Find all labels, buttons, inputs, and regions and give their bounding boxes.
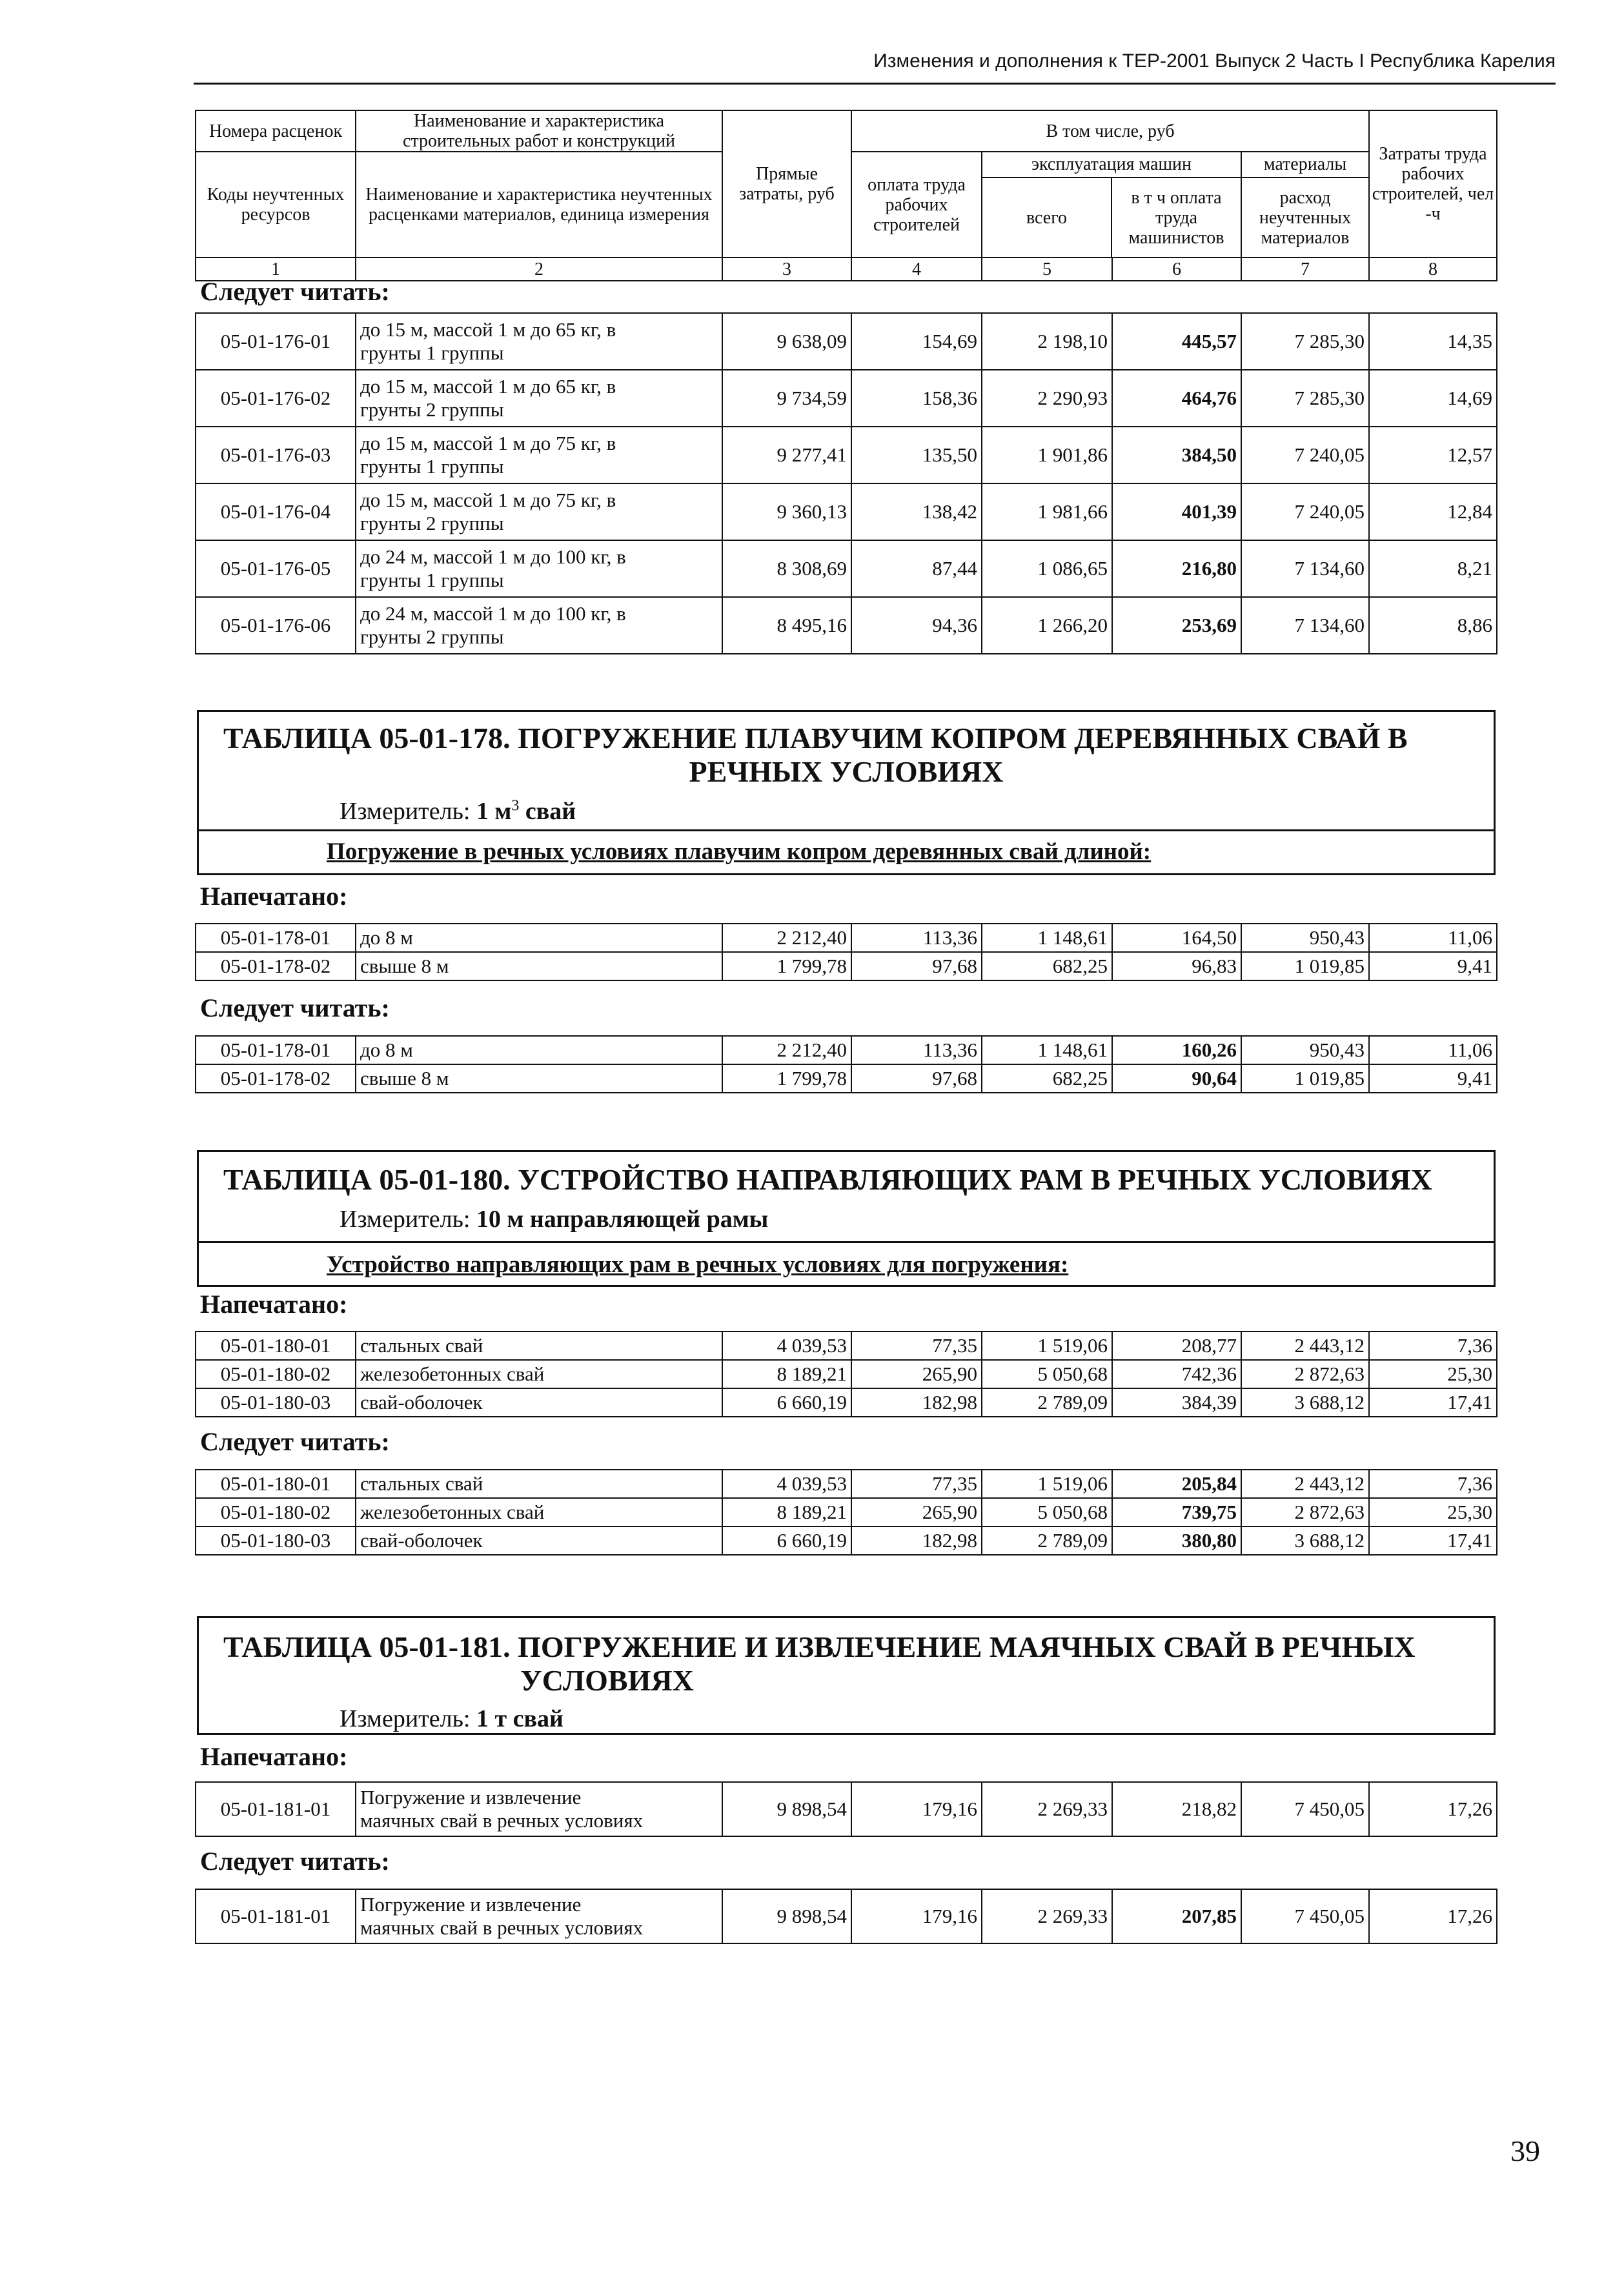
labor-wages: 182,98	[851, 1526, 982, 1555]
t178-measure	[340, 797, 576, 826]
labor-wages: 158,36	[851, 370, 982, 427]
machines-total: 2 789,09	[982, 1388, 1112, 1417]
materials-header-cell	[1241, 152, 1369, 258]
direct-cost: 9 360,13	[722, 483, 851, 540]
measure-tail: свай	[519, 798, 576, 825]
read-as-label: Следует читать:	[200, 1847, 390, 1876]
table-row	[196, 1498, 1497, 1526]
machinist-wages: 384,50	[1112, 427, 1241, 483]
labor-wages: 135,50	[851, 427, 982, 483]
rate-description: стальных свай	[356, 1332, 722, 1360]
machines-total: 2 789,09	[982, 1526, 1112, 1555]
labor-hours: 8,21	[1369, 540, 1497, 597]
machinist-wages: 160,26	[1112, 1036, 1241, 1064]
desc-line: грунты 1 группы	[360, 455, 504, 478]
machines-total: 1 148,61	[982, 924, 1112, 952]
rate-description: железобетонных свай	[356, 1498, 722, 1526]
direct-cost: 8 308,69	[722, 540, 851, 597]
col-num: 5	[982, 258, 1112, 281]
labor-wages: 113,36	[851, 1036, 982, 1064]
table-row	[196, 924, 1497, 952]
materials-header: материалы	[1242, 152, 1368, 178]
machines-total: 1 519,06	[982, 1332, 1112, 1360]
direct-cost: 2 212,40	[722, 924, 851, 952]
labor-hours: 8,86	[1369, 597, 1497, 654]
t181-measure	[340, 1705, 563, 1733]
machinist-wages: 164,50	[1112, 924, 1241, 952]
machinist-wages: 445,57	[1112, 313, 1241, 370]
measure-label: Измеритель:	[340, 798, 471, 825]
labor-hours: 14,35	[1369, 313, 1497, 370]
machines-total: 2 198,10	[982, 313, 1112, 370]
labor-wages: 94,36	[851, 597, 982, 654]
labor-hours: 14,69	[1369, 370, 1497, 427]
desc-line: грунты 2 группы	[360, 398, 504, 421]
table-row	[196, 1360, 1497, 1388]
labor-hours: 12,84	[1369, 483, 1497, 540]
materials-cost: 950,43	[1241, 1036, 1369, 1064]
col2-header-b: Наименование и характеристика неучтенных расценками материалов, единица измерения	[356, 152, 722, 258]
table-row	[196, 1036, 1497, 1064]
t180-title-box	[197, 1150, 1496, 1243]
machinist-wages: 253,69	[1112, 597, 1241, 654]
direct-cost: 8 495,16	[722, 597, 851, 654]
rate-description	[356, 540, 722, 597]
labor-hours: 17,26	[1369, 1889, 1497, 1943]
col3-header: Прямые затраты, руб	[722, 110, 851, 258]
machines-total: 1 519,06	[982, 1470, 1112, 1498]
rate-code: 05-01-180-01	[196, 1332, 356, 1360]
col1-header-a: Номера расценок	[196, 110, 356, 152]
desc-line: до 15 м, массой 1 м до 75 кг, в	[360, 489, 616, 511]
direct-cost: 1 799,78	[722, 952, 851, 980]
t178-title-line2: РЕЧНЫХ УСЛОВИЯХ	[689, 755, 1004, 788]
desc-line: до 15 м, массой 1 м до 75 кг, в	[360, 432, 616, 454]
t178-title-line1: ТАБЛИЦА 05-01-178. ПОГРУЖЕНИЕ ПЛАВУЧИМ КОПРОМ ДЕРЕВЯННЫХ СВАЙ В	[223, 722, 1408, 755]
rate-description: до 8 м	[356, 924, 722, 952]
materials-cost: 950,43	[1241, 924, 1369, 952]
labor-wages: 182,98	[851, 1388, 982, 1417]
t178-printed-table	[195, 923, 1497, 981]
labor-hours: 17,41	[1369, 1388, 1497, 1417]
direct-cost: 4 039,53	[722, 1470, 851, 1498]
rate-description: железобетонных свай	[356, 1360, 722, 1388]
materials-cost: 7 240,05	[1241, 483, 1369, 540]
direct-cost: 9 734,59	[722, 370, 851, 427]
machines-total: 1 981,66	[982, 483, 1112, 540]
table-row	[196, 597, 1497, 654]
rate-code: 05-01-176-02	[196, 370, 356, 427]
materials-cost: 7 450,05	[1241, 1889, 1369, 1943]
col-num: 3	[722, 258, 851, 281]
machines-total: 2 290,93	[982, 370, 1112, 427]
rate-code: 05-01-180-02	[196, 1498, 356, 1526]
rate-code: 05-01-181-01	[196, 1889, 356, 1943]
t178-title-box	[197, 710, 1496, 831]
rate-code: 05-01-178-02	[196, 952, 356, 980]
rate-description	[356, 597, 722, 654]
rate-code: 05-01-176-06	[196, 597, 356, 654]
desc-line: маячных свай в речных условиях	[360, 1809, 644, 1832]
rate-code: 05-01-176-04	[196, 483, 356, 540]
rate-code: 05-01-178-01	[196, 924, 356, 952]
direct-cost: 8 189,21	[722, 1360, 851, 1388]
labor-wages: 154,69	[851, 313, 982, 370]
labor-hours: 25,30	[1369, 1360, 1497, 1388]
printed-label: Напечатано:	[200, 882, 348, 911]
desc-line: грунты 1 группы	[360, 569, 504, 591]
labor-wages: 97,68	[851, 1064, 982, 1093]
column-number-row	[196, 258, 1497, 281]
measure-sup: 3	[511, 797, 520, 815]
col8-header: Затраты труда рабочих строителей, чел -ч	[1369, 110, 1497, 258]
rate-code: 05-01-180-03	[196, 1526, 356, 1555]
labor-wages: 179,16	[851, 1782, 982, 1836]
measure-value: 10 м направляющей рамы	[476, 1206, 769, 1233]
rate-description	[356, 427, 722, 483]
t180-measure	[340, 1205, 768, 1233]
rate-description	[356, 1889, 722, 1943]
rate-description	[356, 313, 722, 370]
machines-total: 1 086,65	[982, 540, 1112, 597]
t178-subtitle-box	[197, 830, 1496, 875]
machines-total: 682,25	[982, 1064, 1112, 1093]
machines-header-cell	[982, 152, 1241, 258]
direct-cost: 9 898,54	[722, 1782, 851, 1836]
labor-hours: 9,41	[1369, 952, 1497, 980]
measure-label: Измеритель:	[340, 1705, 471, 1732]
machines-header: эксплуатация машин	[982, 152, 1241, 178]
desc-line: до 15 м, массой 1 м до 65 кг, в	[360, 318, 616, 341]
labor-wages: 179,16	[851, 1889, 982, 1943]
machinist-wages: 207,85	[1112, 1889, 1241, 1943]
rate-code: 05-01-181-01	[196, 1782, 356, 1836]
printed-label: Напечатано:	[200, 1742, 348, 1771]
col-num: 4	[851, 258, 982, 281]
read-as-label: Следует читать:	[200, 993, 390, 1022]
running-header: Изменения и дополнения к ТЕР-2001 Выпуск 2 Часть I Республика Карелия	[873, 50, 1556, 72]
machines-total: 2 269,33	[982, 1889, 1112, 1943]
page-number: 39	[1510, 2134, 1540, 2167]
labor-wages: 87,44	[851, 540, 982, 597]
rate-description	[356, 483, 722, 540]
labor-hours: 7,36	[1369, 1332, 1497, 1360]
col-num: 2	[356, 258, 722, 281]
rate-code: 05-01-176-01	[196, 313, 356, 370]
labor-wages: 77,35	[851, 1332, 982, 1360]
col1-header-b: Коды неучтенных ресурсов	[196, 152, 356, 258]
labor-wages: 77,35	[851, 1470, 982, 1498]
rate-description: свай-оболочек	[356, 1388, 722, 1417]
labor-hours: 17,41	[1369, 1526, 1497, 1555]
t181-title-line2: УСЛОВИЯХ	[520, 1664, 694, 1697]
machinist-wages: 739,75	[1112, 1498, 1241, 1526]
t180-printed-table	[195, 1331, 1497, 1417]
machines-total: 1 266,20	[982, 597, 1112, 654]
labor-hours: 25,30	[1369, 1498, 1497, 1526]
materials-cost: 2 872,63	[1241, 1360, 1369, 1388]
header-rule	[194, 83, 1556, 85]
desc-line: Погружение и извлечение	[360, 1893, 582, 1916]
rate-description: до 8 м	[356, 1036, 722, 1064]
labor-wages: 265,90	[851, 1360, 982, 1388]
desc-line: Погружение и извлечение	[360, 1786, 582, 1809]
t180-subtitle: Устройство направляющих рам в речных условиях для погружения:	[327, 1252, 1069, 1278]
t180-title-line1: ТАБЛИЦА 05-01-180. УСТРОЙСТВО НАПРАВЛЯЮЩИХ РАМ В РЕЧНЫХ УСЛОВИЯХ	[223, 1163, 1432, 1196]
labor-hours: 17,26	[1369, 1782, 1497, 1836]
labor-hours: 11,06	[1369, 1036, 1497, 1064]
direct-cost: 8 189,21	[722, 1498, 851, 1526]
materials-cost: 2 443,12	[1241, 1470, 1369, 1498]
machines-total: 1 148,61	[982, 1036, 1112, 1064]
table-row	[196, 370, 1497, 427]
machinist-wages: 384,39	[1112, 1388, 1241, 1417]
t178-read-table	[195, 1035, 1497, 1093]
machinist-wages: 464,76	[1112, 370, 1241, 427]
machinist-wages: 205,84	[1112, 1470, 1241, 1498]
materials-cost: 2 443,12	[1241, 1332, 1369, 1360]
labor-hours: 7,36	[1369, 1470, 1497, 1498]
col4-header: оплата труда рабочих строителей	[851, 152, 982, 258]
col2-header-a: Наименование и характеристика строительных работ и конструкций	[356, 110, 722, 152]
rate-description: свай-оболочек	[356, 1526, 722, 1555]
rate-code: 05-01-180-01	[196, 1470, 356, 1498]
rate-description: свыше 8 м	[356, 952, 722, 980]
desc-line: грунты 1 группы	[360, 341, 504, 364]
machinist-wages: 380,80	[1112, 1526, 1241, 1555]
rate-code: 05-01-176-05	[196, 540, 356, 597]
measure-value: 1 м	[476, 798, 512, 825]
labor-wages: 97,68	[851, 952, 982, 980]
col-num: 6	[1112, 258, 1241, 281]
labor-hours: 12,57	[1369, 427, 1497, 483]
table-row	[196, 540, 1497, 597]
labor-wages: 113,36	[851, 924, 982, 952]
col5-header: всего	[982, 178, 1112, 257]
table-row	[196, 1782, 1497, 1836]
direct-cost: 6 660,19	[722, 1388, 851, 1417]
col7-header: расход неучтенных материалов	[1259, 187, 1352, 248]
direct-cost: 9 277,41	[722, 427, 851, 483]
table-row	[196, 1064, 1497, 1093]
direct-cost: 9 898,54	[722, 1889, 851, 1943]
labor-hours: 9,41	[1369, 1064, 1497, 1093]
table-row	[196, 1526, 1497, 1555]
col-num: 8	[1369, 258, 1497, 281]
materials-cost: 3 688,12	[1241, 1526, 1369, 1555]
materials-cost: 7 134,60	[1241, 597, 1369, 654]
rate-description: свыше 8 м	[356, 1064, 722, 1093]
t178-subtitle: Погружение в речных условиях плавучим копром деревянных свай длиной:	[327, 838, 1152, 865]
labor-wages: 138,42	[851, 483, 982, 540]
rate-description: стальных свай	[356, 1470, 722, 1498]
direct-cost: 9 638,09	[722, 313, 851, 370]
read-as-label: Следует читать:	[200, 277, 390, 306]
materials-cost: 1 019,85	[1241, 952, 1369, 980]
table-row	[196, 1388, 1497, 1417]
t176-read-table	[195, 312, 1497, 654]
materials-cost: 3 688,12	[1241, 1388, 1369, 1417]
desc-line: до 24 м, массой 1 м до 100 кг, в	[360, 545, 626, 568]
materials-cost: 7 285,30	[1241, 313, 1369, 370]
col-num: 1	[196, 258, 356, 281]
rate-code: 05-01-178-02	[196, 1064, 356, 1093]
machines-total: 1 901,86	[982, 427, 1112, 483]
desc-line: до 15 м, массой 1 м до 65 кг, в	[360, 375, 616, 398]
machinist-wages: 218,82	[1112, 1782, 1241, 1836]
machinist-wages: 208,77	[1112, 1332, 1241, 1360]
desc-line: грунты 2 группы	[360, 625, 504, 648]
inclusive-header: В том числе, руб	[851, 110, 1369, 152]
machines-total: 682,25	[982, 952, 1112, 980]
direct-cost: 2 212,40	[722, 1036, 851, 1064]
rate-description	[356, 370, 722, 427]
desc-line: грунты 2 группы	[360, 512, 504, 534]
direct-cost: 4 039,53	[722, 1332, 851, 1360]
col-num: 7	[1241, 258, 1369, 281]
t180-read-table	[195, 1469, 1497, 1556]
t181-read-table	[195, 1889, 1497, 1944]
t180-subtitle-box	[197, 1242, 1496, 1287]
machinist-wages: 216,80	[1112, 540, 1241, 597]
read-as-label: Следует читать:	[200, 1427, 390, 1456]
measure-label: Измеритель:	[340, 1206, 471, 1233]
column-header-table	[195, 110, 1497, 281]
table-row	[196, 1470, 1497, 1498]
materials-cost: 7 285,30	[1241, 370, 1369, 427]
t181-printed-table	[195, 1781, 1497, 1837]
materials-cost: 7 134,60	[1241, 540, 1369, 597]
rate-code: 05-01-176-03	[196, 427, 356, 483]
materials-cost: 1 019,85	[1241, 1064, 1369, 1093]
machines-total: 5 050,68	[982, 1360, 1112, 1388]
materials-cost: 7 450,05	[1241, 1782, 1369, 1836]
measure-value: 1 т свай	[476, 1705, 563, 1732]
table-row	[196, 313, 1497, 370]
table-row	[196, 427, 1497, 483]
t181-title-box	[197, 1616, 1496, 1735]
direct-cost: 6 660,19	[722, 1526, 851, 1555]
materials-cost: 7 240,05	[1241, 427, 1369, 483]
rate-code: 05-01-178-01	[196, 1036, 356, 1064]
machinist-wages: 401,39	[1112, 483, 1241, 540]
materials-cost: 2 872,63	[1241, 1498, 1369, 1526]
desc-line: до 24 м, массой 1 м до 100 кг, в	[360, 602, 626, 625]
desc-line: маячных свай в речных условиях	[360, 1916, 644, 1939]
table-row	[196, 1332, 1497, 1360]
labor-wages: 265,90	[851, 1498, 982, 1526]
printed-label: Напечатано:	[200, 1290, 348, 1319]
table-row	[196, 1889, 1497, 1943]
rate-code: 05-01-180-03	[196, 1388, 356, 1417]
table-row	[196, 952, 1497, 980]
t181-title-line1: ТАБЛИЦА 05-01-181. ПОГРУЖЕНИЕ И ИЗВЛЕЧЕНИЕ МАЯЧНЫХ СВАЙ В РЕЧНЫХ	[223, 1630, 1416, 1663]
machinist-wages: 90,64	[1112, 1064, 1241, 1093]
machines-total: 5 050,68	[982, 1498, 1112, 1526]
labor-hours: 11,06	[1369, 924, 1497, 952]
machinist-wages: 742,36	[1112, 1360, 1241, 1388]
table-row	[196, 483, 1497, 540]
rate-code: 05-01-180-02	[196, 1360, 356, 1388]
rate-description	[356, 1782, 722, 1836]
machines-total: 2 269,33	[982, 1782, 1112, 1836]
machinist-wages: 96,83	[1112, 952, 1241, 980]
direct-cost: 1 799,78	[722, 1064, 851, 1093]
col6-header: в т ч оплата труда машинистов	[1128, 187, 1224, 248]
